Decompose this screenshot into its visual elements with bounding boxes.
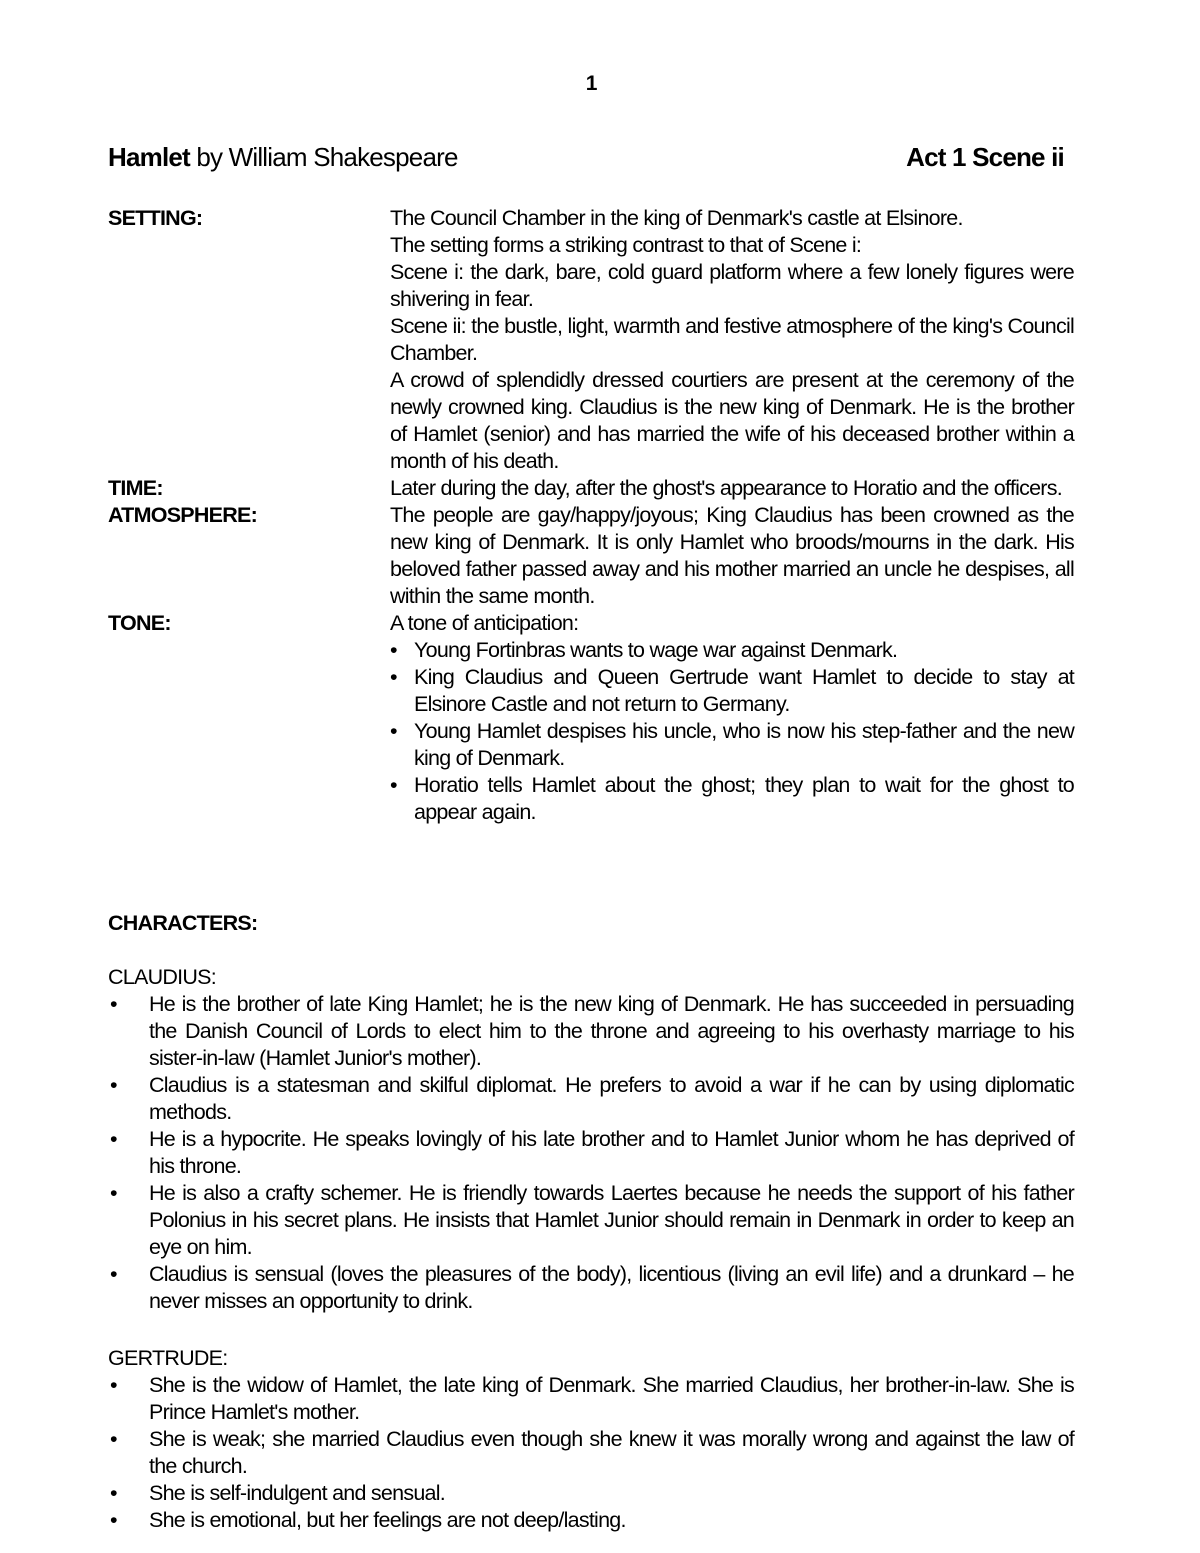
- setting-body: [390, 205, 1074, 475]
- scene-label: Act 1 Scene ii: [906, 142, 1064, 172]
- character-name: CLAUDIUS:: [108, 965, 216, 989]
- scene-info-table: [108, 205, 1074, 826]
- time-label: TIME:: [108, 476, 163, 500]
- setting-paragraph: Scene i: the dark, bare, cold guard platform where a few lonely figures were shivering in fear.: [390, 260, 1074, 311]
- character-name: GERTRUDE:: [108, 1346, 228, 1370]
- tone-label: TONE:: [108, 611, 171, 635]
- gertrude-section: [108, 1345, 1074, 1534]
- atmosphere-label: ATMOSPHERE:: [108, 503, 258, 527]
- setting-paragraph: The Council Chamber in the king of Denmark's castle at Elsinore.: [390, 206, 963, 230]
- atmosphere-body: The people are gay/happy/joyous; King Claudius has been crowned as the new king of Denmark. It is only Hamlet who broods/mourns in the dark. His beloved father passed away and his mother married an uncle he despises, all within the same month.: [390, 503, 1074, 608]
- list-item: • Claudius is sensual (loves the pleasures of the body), licentious (living an evil life) and a drunkard – he never misses an opportunity to drink.: [108, 1261, 1074, 1315]
- atmosphere-row: [108, 502, 1074, 610]
- setting-row: [108, 205, 1074, 475]
- play-title: Hamlet: [108, 142, 190, 172]
- list-item: • She is emotional, but her feelings are not deep/lasting.: [108, 1507, 1074, 1534]
- document-header: [108, 142, 1064, 176]
- claudius-section: [108, 964, 1074, 1315]
- setting-label: SETTING:: [108, 206, 203, 230]
- list-item: • Claudius is a statesman and skilful diplomat. He prefers to avoid a war if he can by using diplomatic methods.: [108, 1072, 1074, 1126]
- setting-paragraph: The setting forms a striking contrast to that of Scene i:: [390, 233, 862, 257]
- list-item: • He is the brother of late King Hamlet; he is the new king of Denmark. He has succeeded in persuading the Danish Council of Lords to elect him to the throne and agreeing to his overhasty marriage to his sister-in-law (Hamlet Junior's mother).: [108, 991, 1074, 1072]
- list-item: • She is self-indulgent and sensual.: [108, 1480, 1074, 1507]
- document-title: [108, 142, 458, 173]
- play-author: by William Shakespeare: [189, 142, 458, 172]
- setting-paragraph: A crowd of splendidly dressed courtiers are present at the ceremony of the newly crowned king. Claudius is the new king of Denmark. He is the brother of Hamlet (senior) and has married the wife of his deceased brother within a month of his death.: [390, 368, 1074, 473]
- list-item: • He is also a crafty schemer. He is friendly towards Laertes because he needs the support of his father Polonius in his secret plans. He insists that Hamlet Junior should remain in Denmark in order to keep an eye on him.: [108, 1180, 1074, 1261]
- list-item: • Horatio tells Hamlet about the ghost; they plan to wait for the ghost to appear again.: [390, 772, 1074, 826]
- time-row: [108, 475, 1074, 502]
- gertrude-traits: [108, 1372, 1074, 1534]
- list-item: • She is weak; she married Claudius even though she knew it was morally wrong and against the law of the church.: [108, 1426, 1074, 1480]
- list-item: • King Claudius and Queen Gertrude want Hamlet to decide to stay at Elsinore Castle and not return to Germany.: [390, 664, 1074, 718]
- list-item: • She is the widow of Hamlet, the late king of Denmark. She married Claudius, her brother-in-law. She is Prince Hamlet's mother.: [108, 1372, 1074, 1426]
- list-item: • He is a hypocrite. He speaks lovingly of his late brother and to Hamlet Junior whom he has deprived of his throne.: [108, 1126, 1074, 1180]
- tone-list: [390, 637, 1074, 826]
- characters-heading: CHARACTERS:: [108, 911, 258, 935]
- claudius-traits: [108, 991, 1074, 1315]
- time-body: Later during the day, after the ghost's appearance to Horatio and the officers.: [390, 476, 1062, 500]
- tone-body: [390, 610, 1074, 826]
- page-number: 1: [585, 72, 598, 95]
- setting-paragraph: Scene ii: the bustle, light, warmth and festive atmosphere of the king's Council Chamber.: [390, 314, 1074, 365]
- tone-row: [108, 610, 1074, 826]
- tone-intro: A tone of anticipation:: [390, 611, 579, 635]
- list-item: • Young Fortinbras wants to wage war against Denmark.: [390, 637, 1074, 664]
- list-item: • Young Hamlet despises his uncle, who is now his step-father and the new king of Denmark.: [390, 718, 1074, 772]
